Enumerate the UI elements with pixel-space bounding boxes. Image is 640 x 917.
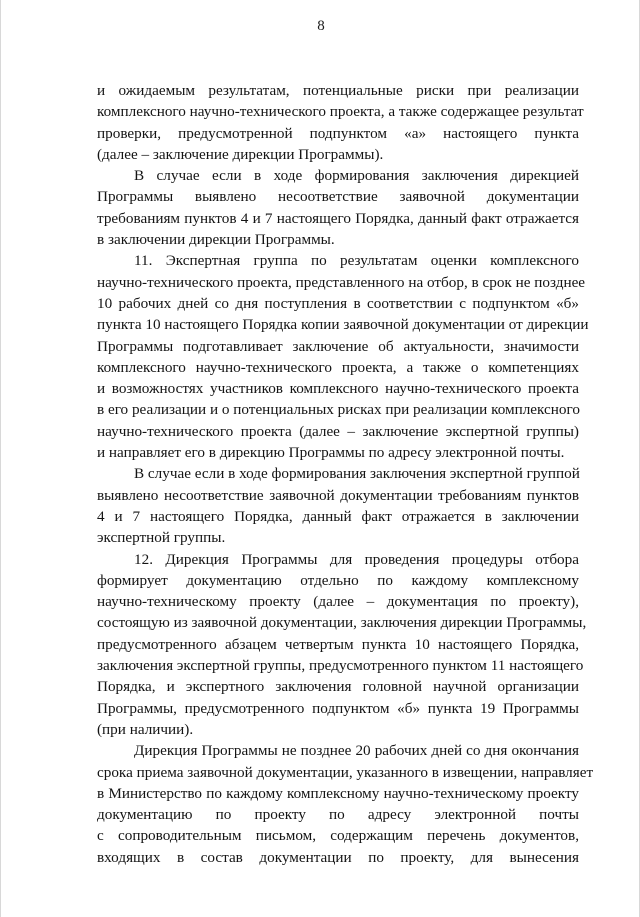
- paragraph-item-11: [97, 250, 589, 463]
- text-line: Программы подготавливает заключение об актуальности, значимости: [97, 337, 579, 355]
- text-line: Программы, предусмотренного подпунктом «б» пункта 19 Программы: [97, 699, 579, 717]
- text-line: 10 рабочих дней со дня поступления в соответствии с подпунктом «б»: [97, 294, 579, 312]
- text-line: Порядка, и экспертного заключения головной научной организации: [97, 678, 579, 696]
- text-line: В случае если в ходе формирования заключения экспертной группой: [134, 465, 580, 483]
- text-line: предусмотренного абзацем четвертым пункта 10 настоящего Порядка,: [97, 635, 579, 653]
- text-line: входящих в состав документации по проекту, для вынесения: [97, 848, 579, 866]
- text-line: научно-техническому проекту (далее – документация по проекту),: [97, 593, 579, 611]
- text-line: В случае если в ходе формирования заключения дирекцией: [134, 167, 579, 185]
- text-line: в его реализации и о потенциальных рисках при реализации комплексного: [97, 401, 580, 419]
- text-line: формирует документацию отдельно по каждому комплексному: [97, 571, 579, 589]
- text-line: Программы выявлено несоответствие заявочной документации: [97, 188, 579, 206]
- paragraph-item-12: [97, 549, 587, 741]
- text-line: 12. Дирекция Программы для проведения процедуры отбора: [134, 550, 579, 568]
- text-line: в заключении дирекции Программы.: [97, 231, 335, 249]
- text-line: срока приема заявочной документации, указанного в извещении, направляет: [97, 763, 594, 781]
- paragraph-continuation: [97, 80, 584, 165]
- text-line: и ожидаемым результатам, потенциальные риски при реализации: [97, 82, 579, 99]
- text-line: заключения экспертной группы, предусмотренного пунктом 11 настоящего: [97, 657, 584, 675]
- paragraph: [97, 165, 579, 250]
- text-line: в Министерство по каждому комплексному научно-техническому проекту: [97, 784, 579, 802]
- text-line: 11. Экспертная группа по результатам оценки комплексного: [134, 252, 579, 270]
- text-line: экспертной группы.: [97, 529, 226, 547]
- text-line: и направляет его в дирекцию Программы по адресу электронной почты.: [97, 444, 565, 462]
- text-line: комплексного научно-технического проекта, а также содержащее результат: [97, 103, 584, 121]
- text-line: состоящую из заявочной документации, заключения дирекции Программы,: [97, 614, 587, 632]
- text-line: 4 и 7 настоящего Порядка, данный факт отражается в заключении: [97, 507, 579, 525]
- page-number: 8: [317, 18, 325, 34]
- text-line: выявлено несоответствие заявочной документации требованиям пунктов: [97, 486, 579, 504]
- text-line: научно-технического проекта, представленного на отбор, в срок не позднее: [97, 273, 586, 291]
- text-line: пункта 10 настоящего Порядка копии заявочной документации от дирекции: [97, 316, 589, 334]
- paragraph: [97, 740, 594, 868]
- text-line: проверки, предусмотренной подпунктом «а» настоящего пункта: [97, 124, 579, 142]
- text-line: требованиям пунктов 4 и 7 настоящего Порядка, данный факт отражается: [97, 209, 579, 227]
- text-line: комплексного научно-технического проекта, а также о компетенциях: [97, 358, 579, 376]
- paragraph: [97, 463, 579, 548]
- text-line: Дирекция Программы не позднее 20 рабочих дней со дня окончания: [134, 742, 579, 760]
- text-line: научно-технического проекта (далее – заключение экспертной группы): [97, 422, 579, 440]
- text-line: с сопроводительным письмом, содержащим перечень документов,: [97, 827, 579, 845]
- text-line: и возможностях участников комплексного научно-технического проекта: [97, 380, 579, 398]
- document-body: [97, 80, 594, 868]
- text-line: (при наличии).: [97, 720, 194, 738]
- text-line: документацию по проекту по адресу электронной почты: [97, 806, 579, 824]
- text-line: (далее – заключение дирекции Программы).: [97, 145, 384, 163]
